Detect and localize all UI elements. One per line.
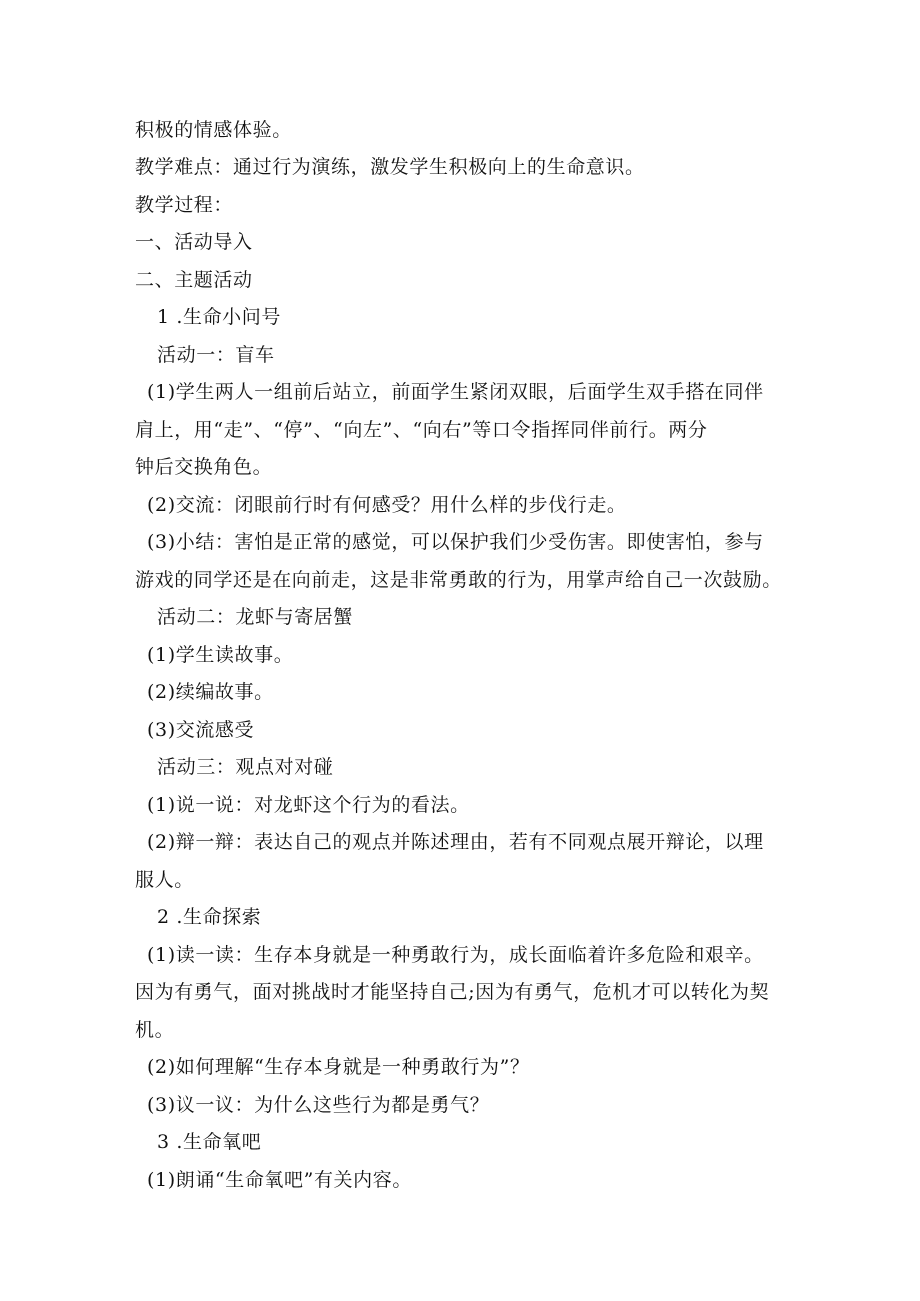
section-heading: 二、主题活动 [135, 269, 253, 291]
section-heading: 一、活动导入 [135, 231, 253, 253]
text-line: 游戏的同学还是在向前走，这是非常勇敢的行为，用掌声给自己一次鼓励。 [135, 569, 782, 591]
text-line: (1)朗诵“生命氧吧”有关内容。 [147, 1169, 412, 1191]
text-line: (3)小结：害怕是正常的感觉，可以保护我们少受伤害。即使害怕，参与 [147, 531, 764, 553]
text-line: (1)学生读故事。 [147, 644, 294, 666]
text-line: 服人。 [135, 869, 194, 891]
text-line: 机。 [135, 1019, 175, 1041]
text-line: (2)如何理解“生存本身就是一种勇敢行为”？ [147, 1056, 530, 1078]
subsection-heading: 1 .生命小问号 [157, 306, 281, 328]
text-line: (3)议一议：为什么这些行为都是勇气？ [147, 1094, 490, 1116]
text-line: 教学难点：通过行为演练，激发学生积极向上的生命意识。 [135, 156, 645, 178]
text-line: (2)辩一辩：表达自己的观点并陈述理由，若有不同观点展开辩论，以理 [147, 831, 764, 853]
activity-heading: 活动三：观点对对碰 [157, 756, 334, 778]
text-line: (3)交流感受 [147, 719, 255, 741]
text-line: (2)续编故事。 [147, 681, 274, 703]
text-line: 教学过程： [135, 194, 234, 216]
text-line: 肩上，用“走”、“停”、“向左”、“向右”等口令指挥同伴前行。两分 [135, 419, 708, 441]
text-line: (1)学生两人一组前后站立，前面学生紧闭双眼，后面学生双手搭在同伴 [147, 381, 764, 403]
text-line: 钟后交换角色。 [135, 456, 273, 478]
activity-heading: 活动一：盲车 [157, 344, 275, 366]
text-line: 积极的情感体验。 [135, 119, 292, 141]
subsection-heading: 3 .生命氧吧 [157, 1131, 262, 1153]
text-line: (2)交流：闭眼前行时有何感受？用什么样的步伐行走。 [147, 494, 627, 516]
text-line: (1)读一读：生存本身就是一种勇敢行为，成长面临着许多危险和艰辛。 [147, 944, 764, 966]
text-line: (1)说一说：对龙虾这个行为的看法。 [147, 794, 470, 816]
activity-heading: 活动二：龙虾与寄居蟹 [157, 606, 354, 628]
text-line: 因为有勇气，面对挑战时才能坚持自己;因为有勇气，危机才可以转化为契 [135, 981, 770, 1003]
subsection-heading: 2 .生命探索 [157, 906, 262, 928]
